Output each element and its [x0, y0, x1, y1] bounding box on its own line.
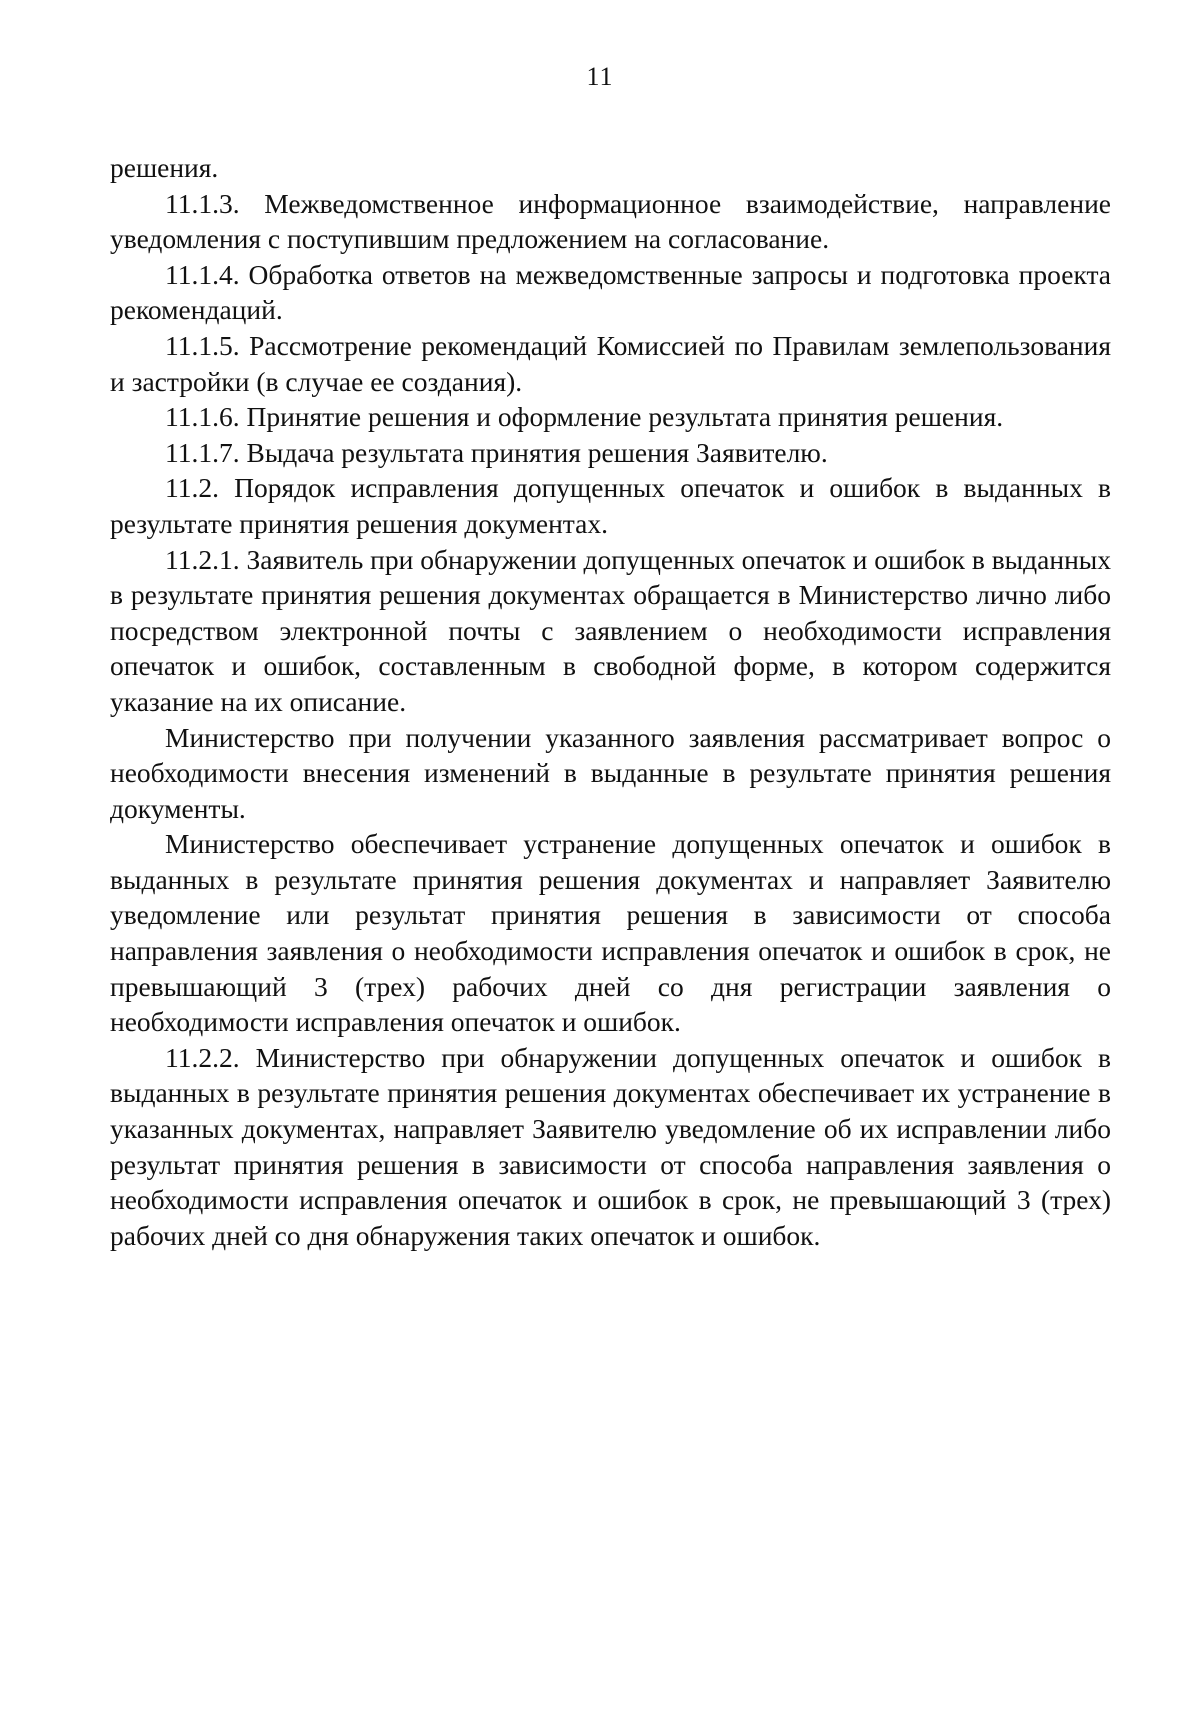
paragraph-ministry-review: Министерство при получении указанного заявления рассматривает вопрос о необходимости внесения изменений в выданные в результате принятия решения документы. [110, 721, 1111, 824]
paragraph-11-2-1: 11.2.1. Заявитель при обнаружении допущенных опечаток и ошибок в выданных в результате принятия решения документах обращается в Министерство лично либо посредством электронной почты с заявлением о необходимости исправления опечаток и ошибок, составленным в свободной форме, в котором содержится указание на их описание. [110, 543, 1112, 717]
paragraph-11-1-4: 11.1.4. Обработка ответов на межведомственные запросы и подготовка проекта рекомендаций. [110, 258, 1111, 326]
paragraph-11-2-2: 11.2.2. Министерство при обнаружении допущенных опечаток и ошибок в выданных в результате принятия решения документах обеспечивает их устранение в указанных документах, направляет Заявителю уведомление об их исправлении либо результат принятия решения в зависимости от способа направления заявления о необходимости исправления опечаток и ошибок в срок, не превышающий 3 (трех) рабочих дней со дня обнаружения таких опечаток и ошибок. [110, 1041, 1111, 1251]
paragraph-ministry-correction: Министерство обеспечивает устранение допущенных опечаток и ошибок в выданных в результате принятия решения документах и направляет Заявителю уведомление или результат принятия решения в зависимости от способа направления заявления о необходимости исправления опечаток и ошибок в срок, не превышающий 3 (трех) рабочих дней со дня регистрации заявления о необходимости исправления опечаток и ошибок. [110, 828, 1111, 1038]
paragraph-11-1-6: 11.1.6. Принятие решения и оформление результата принятия решения. [165, 401, 1004, 433]
paragraph-11-1-7: 11.1.7. Выдача результата принятия решения Заявителю. [165, 436, 828, 468]
paragraph-11-2: 11.2. Порядок исправления допущенных опечаток и ошибок в выданных в результате принятия решения документах. [110, 472, 1111, 539]
page-number: 11 [586, 62, 614, 91]
paragraph-continuation: решения. [110, 152, 219, 183]
paragraph-11-1-5: 11.1.5. Рассмотрение рекомендаций Комиссией по Правилам землепользования и застройки (в случае ее создания). [110, 329, 1111, 397]
paragraph-11-1-3: 11.1.3. Межведомственное информационное взаимодействие, направление уведомления с поступившим предложением на согласование. [110, 187, 1111, 255]
document-body [110, 150, 1111, 1253]
